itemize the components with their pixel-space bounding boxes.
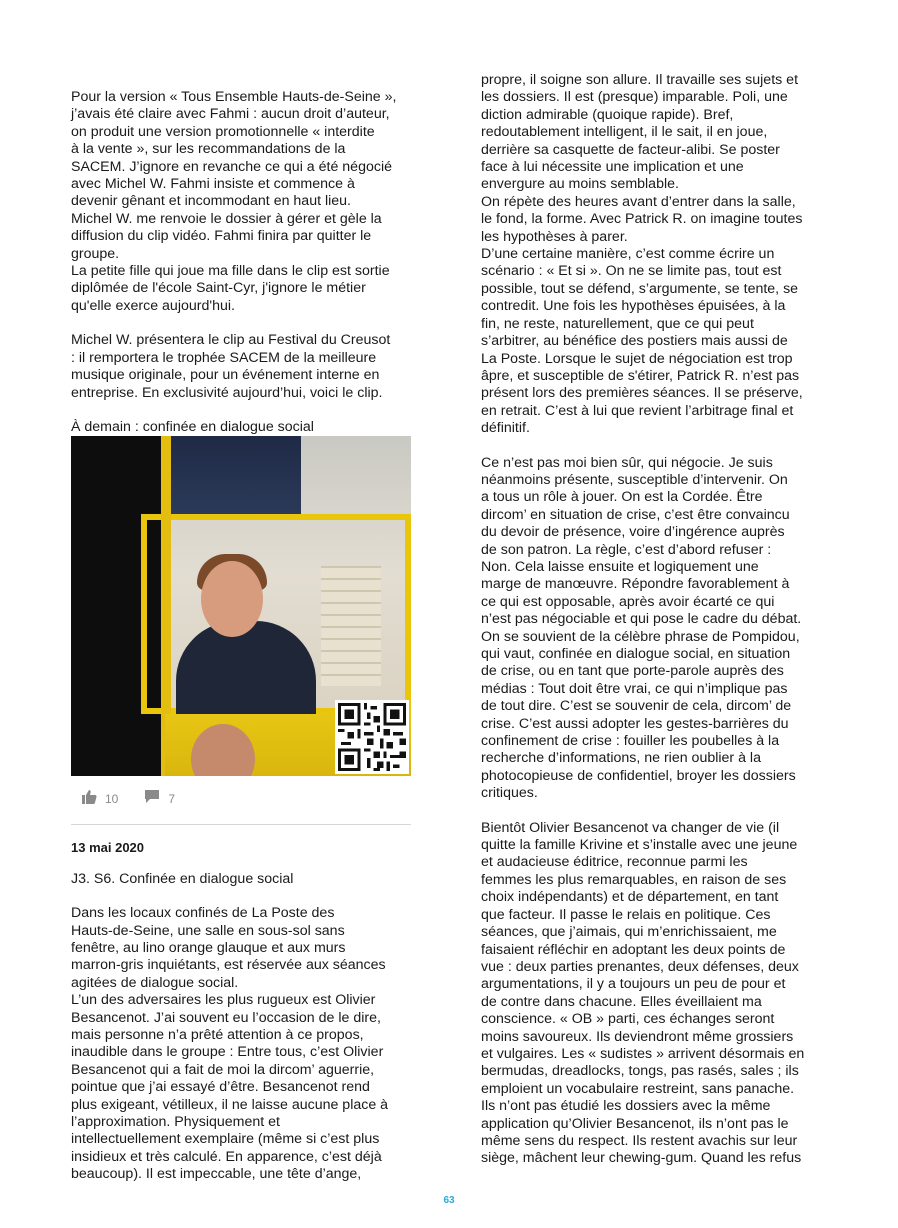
comment-icon[interactable] <box>144 789 160 809</box>
divider <box>71 824 411 825</box>
qr-code-icon[interactable] <box>335 700 409 774</box>
likes-count: 10 <box>105 791 119 806</box>
comments-count: 7 <box>168 791 176 806</box>
teaser-next-post: À demain : confinée en dialogue social <box>71 418 314 435</box>
post-date: 13 mai 2020 <box>71 840 145 856</box>
left-column <box>71 89 413 1184</box>
clip-photo[interactable] <box>71 436 411 776</box>
paragraph-besancenot-portrait: propre, il soigne son allure. Il travaille ses sujets et les dossiers. Il est (presque) imparable. Poli, une diction admirable (quoique rapide). Bref, redoutablement intelligent, il le sait, il en joue, derrière sa casquette de facteur-alibi. Se poster face à lui nécessite une implication et une envergure au moins semblable. On répète des heures avant d’entrer dans la salle, le fond, la forme. Avec Patrick R. on imagine toutes les hypothèses à parer. D’une certaine manière, c’est comme écrire un scénario : « Et si ». On ne se limite pas, tout est possible, tout se défend, s’argumente, se tente, se contredit. Une fois les hypothèses épuisées, à la fin, ne reste, naturellement, que ce qui peut s’arbitrer, au bénéfice des postiers mais aussi de La Poste. Lorsque le sujet de négociation est trop âpre, et susceptible de s'étirer, Patrick R. n’est pas présent lors des premières séances. Il se préserve, en retrait. C’est à lui que revient l’arbitrage final et définitif. <box>481 72 803 437</box>
paragraph-besancenot-leaves: Bientôt Olivier Besancenot va changer de vie (il quitte la famille Krivine et s’installe avec une jeune et audacieuse éditrice, reconnue parmi les femmes les plus remarquables, en raison de ses choix indépendants) et de département, en tant que facteur. Il passe le relais en politique. Ces séances, que j’aimais, qui m’enrichissaient, me faisaient réfléchir en adoptant les deux points de vue : deux parties prenantes, deux défenses, deux argumentations, il y a toujours un peu de pour et de contre dans chacune. Elles éveillaient ma conscience. « OB » parti, ces échanges seront moins savoureux. Ils deviendront même grossiers et vulgaires. Les « sudistes » arrivent désormais en bermudas, dreadlocks, tongs, pas rasés, sales ; ils emploient un vocabulaire restreint, sans panache. Ils n’ont pas étudié les dossiers avec la même application qu’Olivier Besancenot, ils n’ont pas le même sens du respect. Ils restent avachis sur leur siège, mâchent leur chewing-gum. Quand les refus <box>481 819 805 1167</box>
paragraph-festival: Michel W. présentera le clip au Festival du Creusot : il remportera le trophée SACEM de la meilleure musique originale, pour un événement interne en entreprise. En exclusivité aujourd’hui, voici le clip. <box>71 332 391 401</box>
thumbs-up-icon[interactable] <box>81 789 97 809</box>
right-column <box>481 72 823 1168</box>
page-number: 63 <box>443 1195 455 1206</box>
post-reactions <box>71 784 413 814</box>
paragraph-dialogue-social: Dans les locaux confinés de La Poste des Hauts-de-Seine, une salle en sous-sol sans fenêtre, au lino orange glauque et aux murs marron-gris inquiétants, est réservée aux séances agitées de dialogue social. L’un des adversaires les plus rugueux est Olivier Besancenot. J’ai souvent eu l’occasion de le dire, mais personne n’a prêté attention à ce propos, inaudible dans le groupe : Entre tous, c’est Olivier Besancenot qui a fait de moi la dircom’ aguerrie, pointue que j’ai essayé d’être. Besancenot rend plus exigeant, vétilleux, il ne laisse aucune place à l’approximation. Physiquement et intellectuellement exemplaire (même si c’est plus insidieux et très calculé. En apparence, c’est déjà beaucoup). Il est impeccable, une tête d’ange, <box>71 905 389 1183</box>
paragraph-clip-version: Pour la version « Tous Ensemble Hauts-de-Seine », j’avais été claire avec Fahmi : aucun droit d’auteur, on produit une version promotionnelle « interdite à la vente », sur les recommandations de la SACEM. J’ignore en revanche ce qui a été négocié avec Michel W. Fahmi insiste et commence à devenir gênant et incommodant en haut lieu. Michel W. me renvoie le dossier à gérer et gèle la diffusion du clip vidéo. Fahmi finira par quitter le groupe. La petite fille qui joue ma fille dans le clip est sortie diplômée de l'école Saint-Cyr, j'ignore le métier qu'elle exerce aujourd'hui. <box>71 89 397 314</box>
paragraph-negotiation: Ce n’est pas moi bien sûr, qui négocie. Je suis néanmoins présente, susceptible d’intervenir. On a tous un rôle à jouer. On est la Cordée. Être dircom’ en situation de crise, c’est être convaincu du devoir de présence, voire d’ingérence auprès de son patron. La règle, c’est d’abord refuser : Non. Cela laisse ensuite et logiquement une marge de manœuvre. Répondre favorablement à ce qui est opposable, après avoir écarté ce qui n’est pas négociable et qui pose le cadre du débat. On se souvient de la célèbre phrase de Pompidou, qui vaut, confinée en dialogue social, en situation de crise, ou en tant que porte-parole auprès des médias : Tout doit être vrai, ce qui n’implique pas de tout dire. C’est se souvenir de cela, dircom’ de crise. C’est aussi adopter les gestes-barrières du confinement de crise : fouiller les poubelles à la recherche d’informations, ne rien oublier à la photocopieuse de confidentiel, broyer les dossiers critiques. <box>481 454 802 802</box>
post-title: J3. S6. Confinée en dialogue social <box>71 870 294 887</box>
